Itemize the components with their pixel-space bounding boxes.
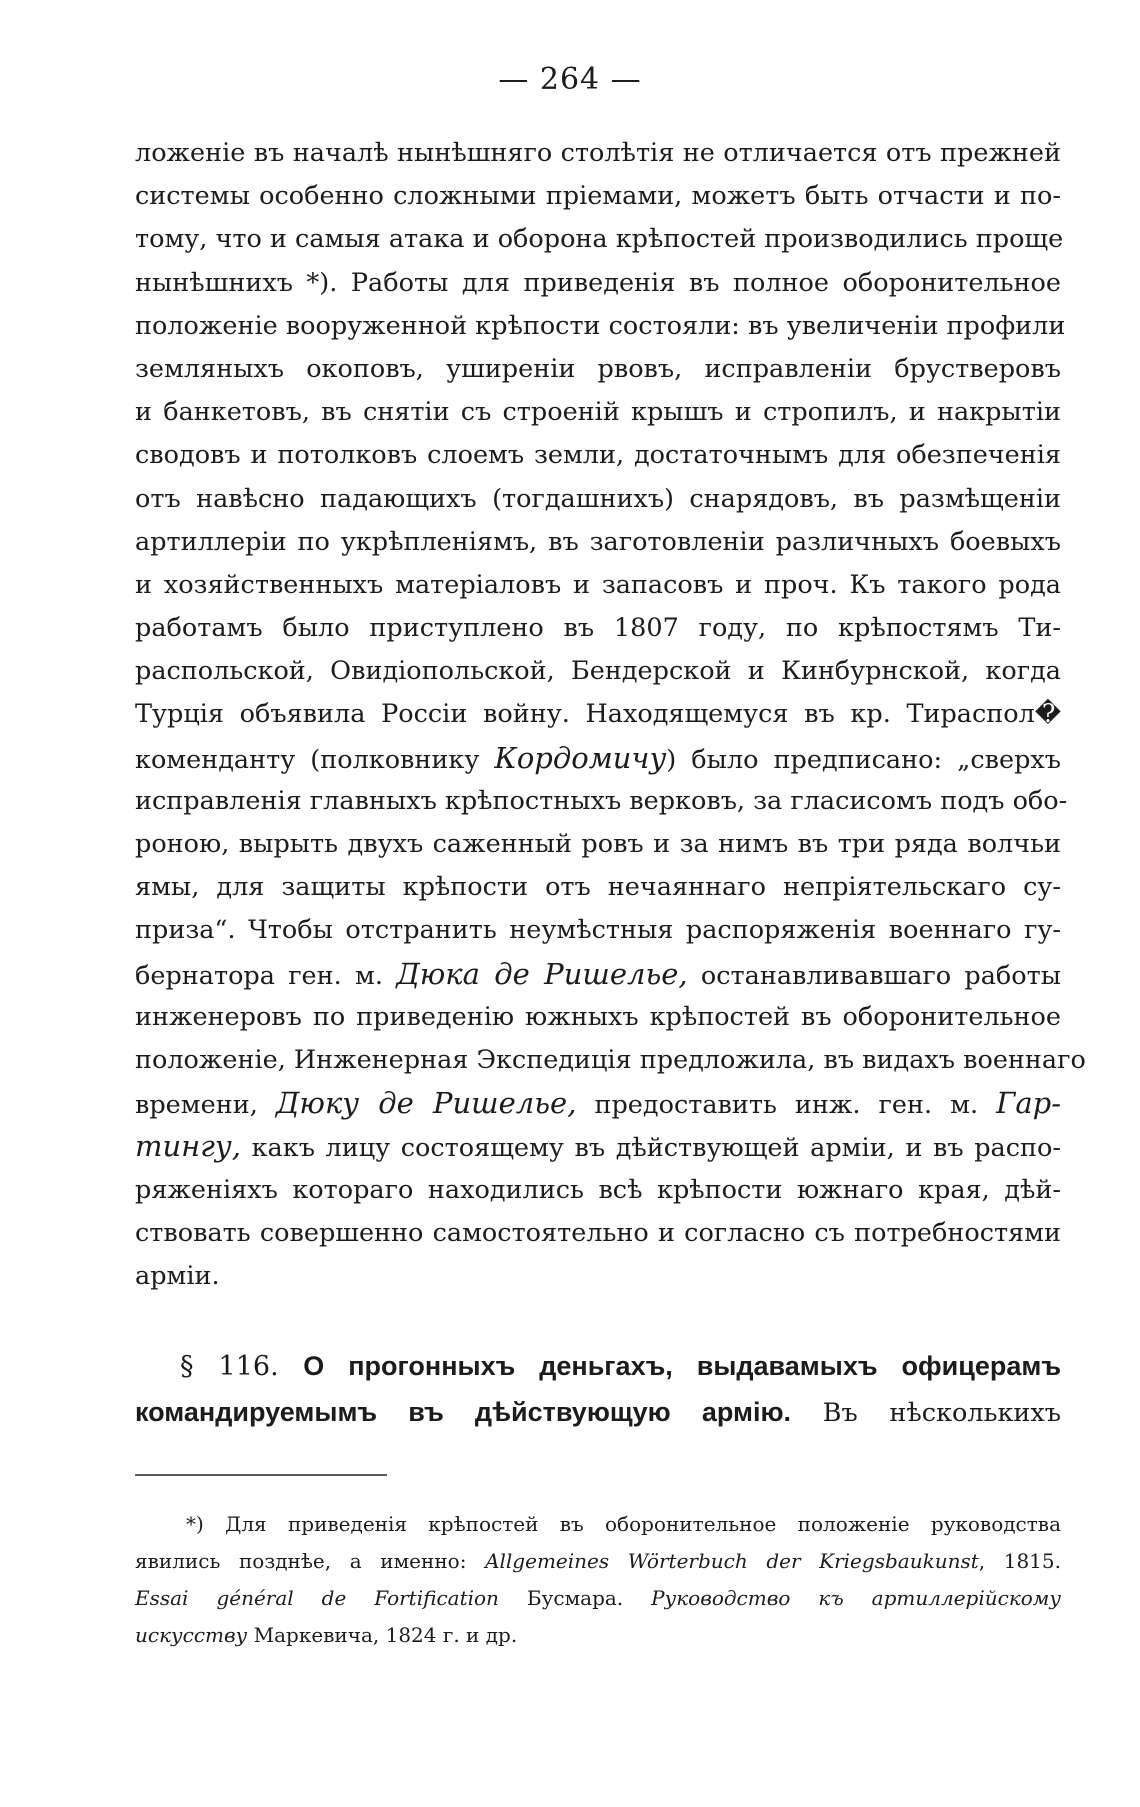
body-line: ложеніе въ началѣ нынѣшняго столѣтія не отличается отъ прежней: [135, 138, 1061, 168]
body-line: тому, что и самыя атака и оборона крѣпостей производились проще: [135, 224, 1064, 255]
footnote-italic: искусству: [135, 1623, 248, 1647]
italic-name: Дюка де Ришелье,: [396, 956, 688, 991]
section-title: командируемымъ въ дѣйствующую армію.: [135, 1397, 792, 1427]
body-line: инженеровъ по приведенію южныхъ крѣпостей въ оборонительное: [135, 1001, 1061, 1032]
section-title: О прогонныхъ деньгахъ, выдавамыхъ офицерамъ: [303, 1351, 1061, 1381]
body-line: системы особенно сложными пріемами, можетъ быть отчасти и по-: [135, 181, 1061, 212]
body-line: Турція объявила Россіи войну. Находящемуся въ кр. Тираспол�: [135, 699, 1061, 730]
footnote-italic: Allgemeines Wörterbuch der Kriegsbaukunst: [485, 1549, 979, 1573]
footnotes: [135, 1506, 1061, 1654]
footnote-line: явились позднѣе, а именно: Allgemeines Wörterbuch der Kriegsbaukunst, 1815.: [135, 1549, 1061, 1573]
body-line: работамъ было приступлено въ 1807 году, по крѣпостямъ Ти-: [135, 613, 1061, 644]
body-line: коменданту (полковнику Кордомичу) было предписано: „сверхъ: [135, 740, 1061, 775]
body-line: роною, вырыть двухъ саженный ровъ и за нимъ въ три ряда волчьи: [135, 829, 1061, 859]
body-line: ямы, для защиты крѣпости отъ нечаяннаго непріятельскаго су-: [135, 872, 1061, 903]
body-line: артиллеріи по укрѣпленіямъ, въ заготовленіи различныхъ боевыхъ: [135, 526, 1061, 557]
footnote-italic: Руководство къ артиллерійскому: [651, 1586, 1061, 1610]
body-line: исправленія главныхъ крѣпостныхъ верковъ, за гласисомъ подъ обо-: [135, 785, 1068, 816]
body-line: сводовъ и потолковъ слоемъ земли, достаточнымъ для обезпеченія: [135, 440, 1061, 471]
footnote-italic: Essai général de Fortification: [135, 1586, 499, 1610]
footnote-line: Essai général de Fortification Бусмара. Руководство къ артиллерійскому: [135, 1586, 1061, 1610]
section-text: Въ нѣсколькихъ: [822, 1398, 1061, 1428]
section-heading-continuation: [135, 1389, 1061, 1435]
footnote-line: *) Для приведенія крѣпостей въ оборонительное положеніе руководства: [186, 1512, 1061, 1536]
section-heading-line: [135, 1389, 1061, 1435]
italic-name: Дюку де Ришелье,: [275, 1086, 577, 1121]
italic-name: Гар-: [996, 1086, 1061, 1121]
body-line: отъ навѣсно падающихъ (тогдашнихъ) снарядовъ, въ размѣщеніи: [135, 483, 1061, 514]
body-line: и банкетовъ, въ снятіи съ строеній крышъ и стропилъ, и накрытіи: [135, 397, 1061, 428]
body-line: и хозяйственныхъ матеріаловъ и запасовъ и проч. Къ такого рода: [135, 569, 1061, 600]
body-line: положеніе, Инженерная Экспедиція предложила, въ видахъ военнаго: [135, 1044, 1086, 1075]
body-line: положеніе вооруженной крѣпости состояли: въ увеличеніи профили: [135, 310, 1066, 341]
body-line: времени, Дюку де Ришелье, предоставить инж. ген. м. Гар-: [135, 1086, 1061, 1121]
footnote-line: искусству Маркевича, 1824 г. и др.: [135, 1623, 518, 1647]
body-line: приза“. Чтобы отстранить неумѣстныя распоряженія военнаго гу-: [135, 915, 1061, 946]
body-text: [135, 132, 1086, 1298]
section-heading-line: [180, 1343, 1061, 1389]
body-line: арміи.: [135, 1260, 220, 1291]
body-line: ряженіяхъ котораго находились всѣ крѣпости южнаго края, дѣй-: [135, 1174, 1061, 1205]
footnote-divider: [135, 1474, 387, 1476]
page-number: — 264 —: [498, 62, 642, 97]
body-line: тингу, какъ лицу состоящему въ дѣйствующей арміи, и въ распо-: [135, 1129, 1061, 1164]
body-line: распольской, Овидіопольской, Бендерской и Кинбурнской, когда: [135, 656, 1061, 687]
italic-name: Кордомичу: [494, 740, 667, 775]
italic-name: тингу,: [135, 1129, 241, 1164]
body-line: бернатора ген. м. Дюка де Ришелье, останавливавшаго работы: [135, 956, 1062, 991]
body-line: нынѣшнихъ *). Работы для приведенія въ полное оборонительное: [135, 267, 1061, 298]
body-line: ствовать совершенно самостоятельно и согласно съ потребностями: [135, 1217, 1061, 1248]
body-line: земляныхъ окоповъ, уширеніи рвовъ, исправленіи брустверовъ: [135, 353, 1061, 384]
section-number: § 116.: [180, 1351, 279, 1382]
section-heading: [180, 1343, 1061, 1389]
